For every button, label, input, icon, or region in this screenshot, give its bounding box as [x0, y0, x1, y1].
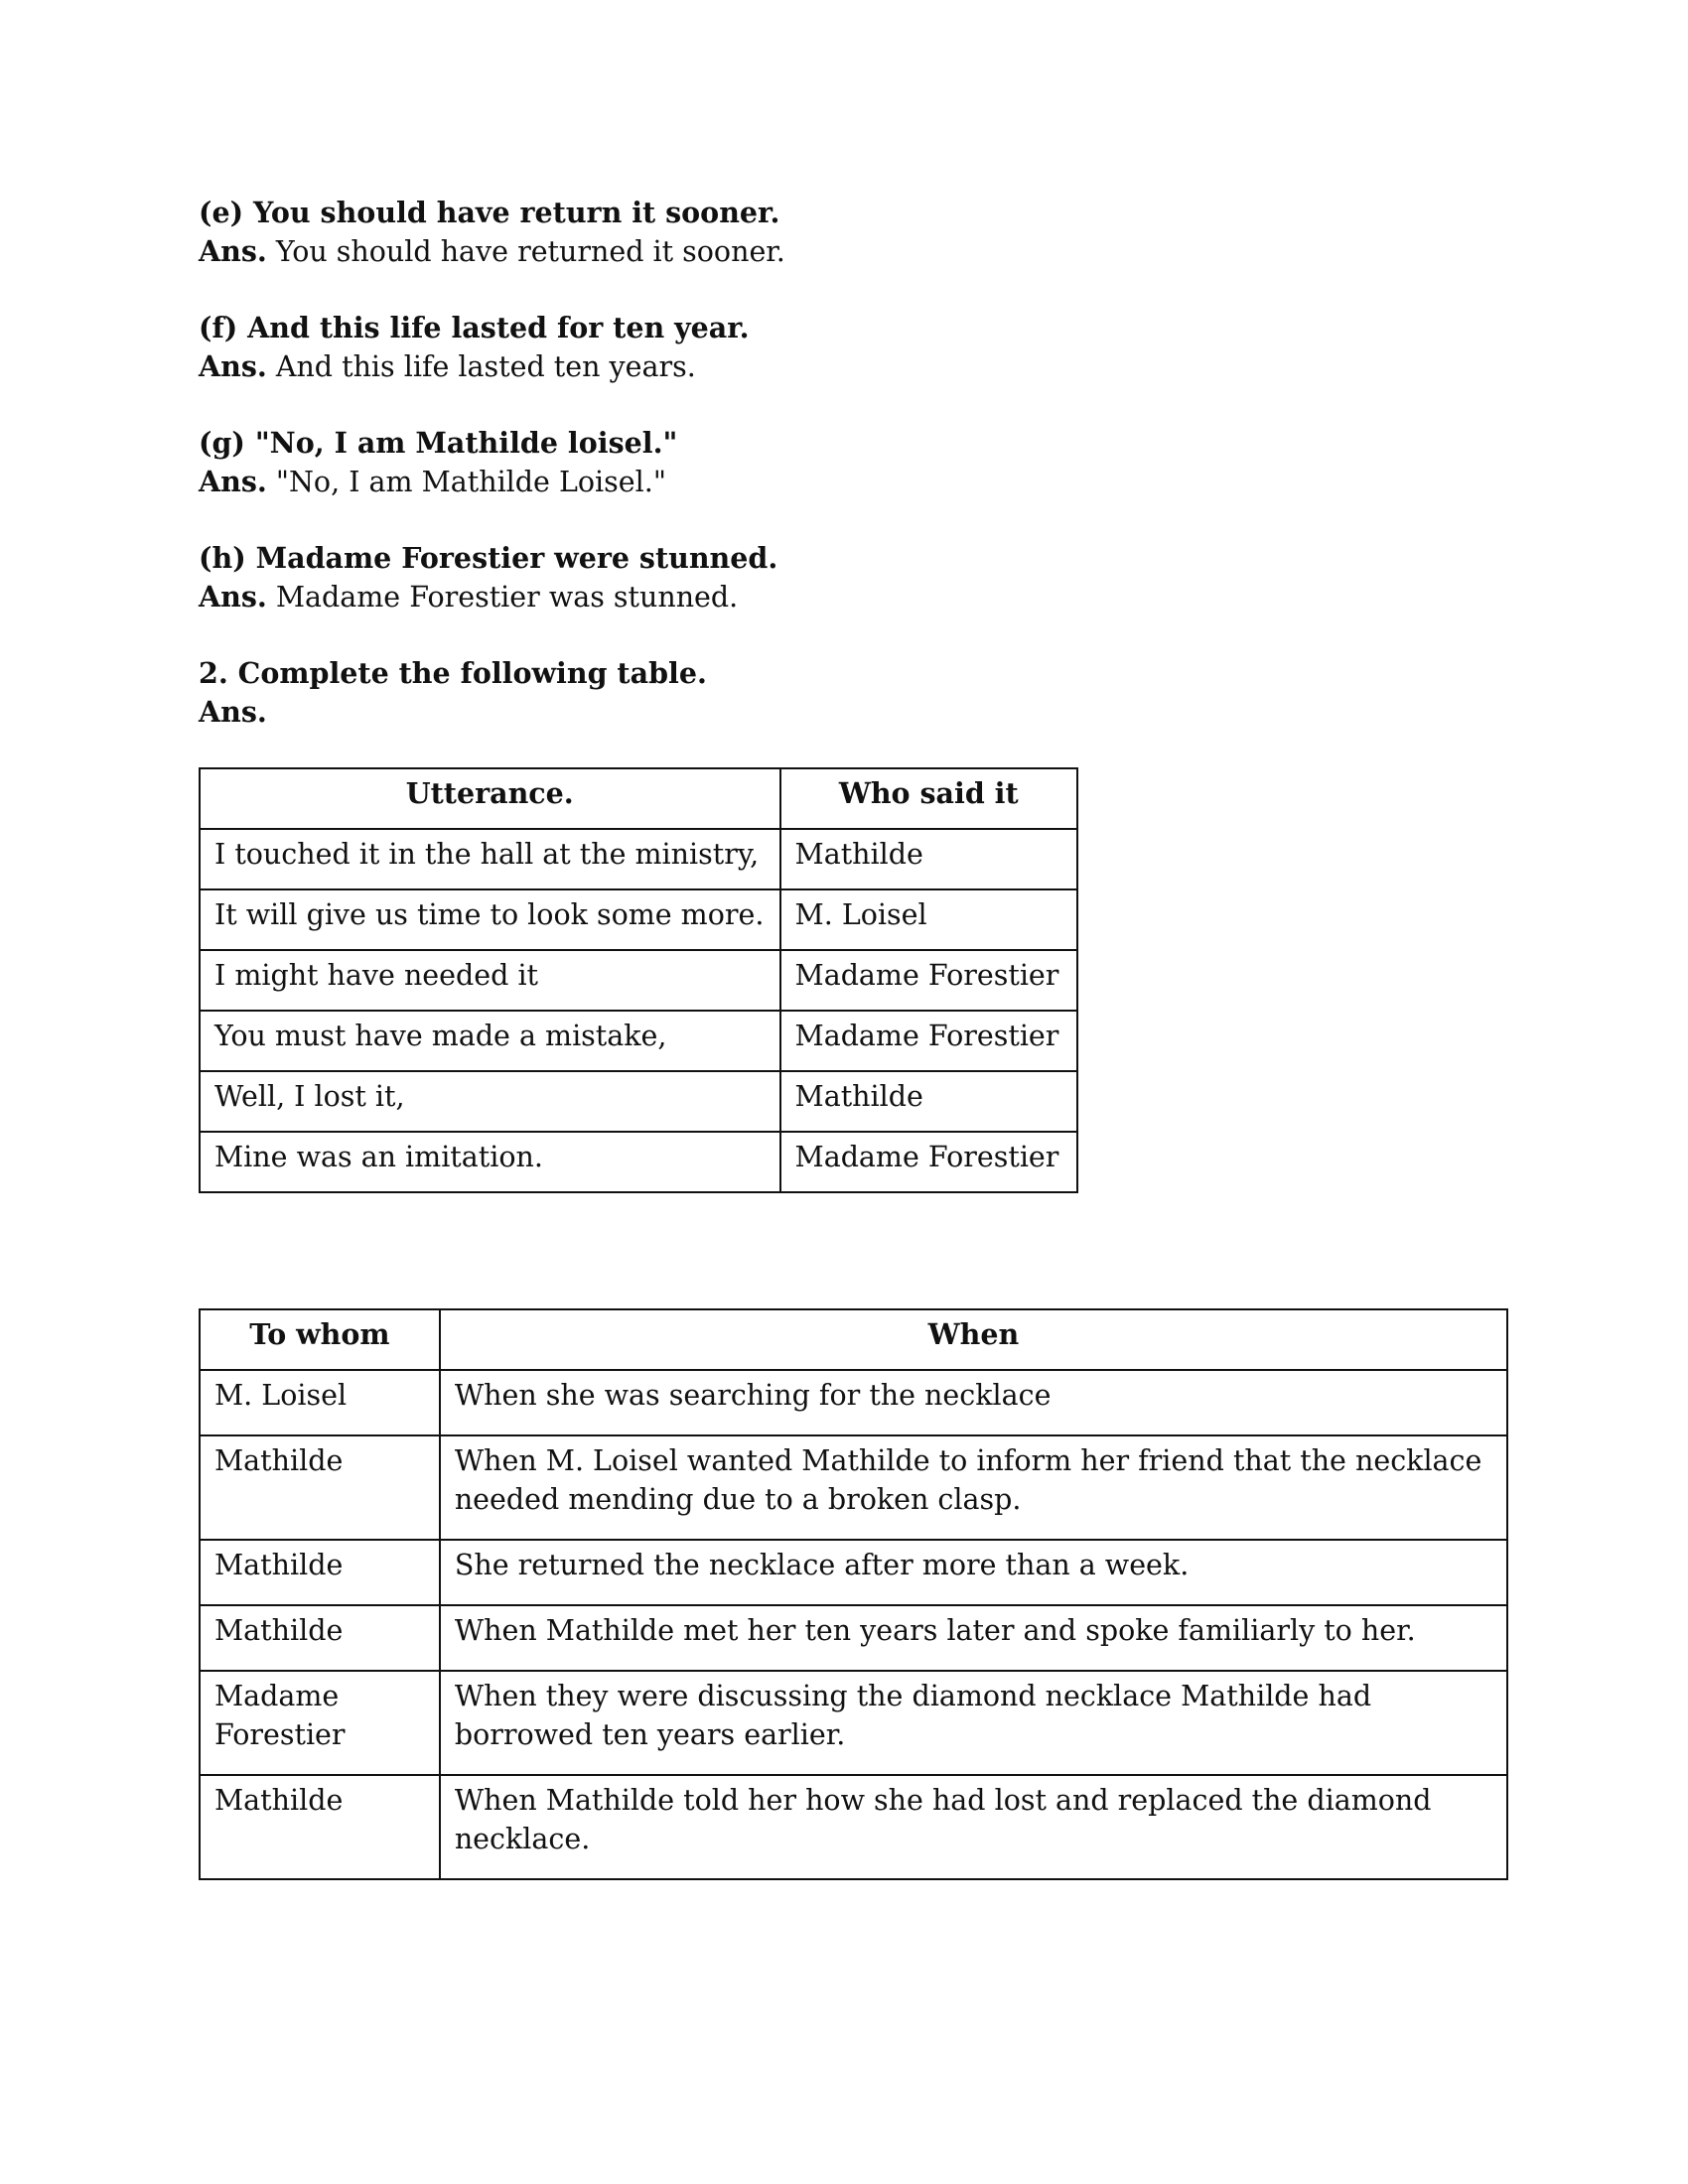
column-header-when: When — [440, 1309, 1507, 1370]
column-header-who-said-it: Who said it — [780, 768, 1077, 829]
when-cell: When she was searching for the necklace — [440, 1370, 1507, 1435]
answer-body: Madame Forestier was stunned. — [266, 581, 739, 614]
when-cell: When Mathilde met her ten years later and spoke familiarly to her. — [440, 1605, 1507, 1671]
utterance-cell: You must have made a mistake, — [200, 1011, 780, 1071]
to-whom-cell: Mathilde — [200, 1605, 440, 1671]
to-whom-cell: Madame Forestier — [200, 1671, 440, 1775]
table-row — [200, 1370, 1507, 1435]
table-row — [200, 829, 1077, 889]
table-row — [200, 1775, 1507, 1879]
table-row — [200, 1671, 1507, 1775]
to-whom-cell: Mathilde — [200, 1435, 440, 1540]
table-row — [200, 889, 1077, 950]
to-whom-cell: Mathilde — [200, 1775, 440, 1879]
to-whom-cell: M. Loisel — [200, 1370, 440, 1435]
question-text: (h) Madame Forestier were stunned. — [199, 541, 778, 575]
answer-label: Ans. — [199, 234, 267, 268]
when-cell: She returned the necklace after more than a week. — [440, 1540, 1507, 1605]
answer-label: Ans. — [199, 349, 267, 383]
question-text: (e) You should have return it sooner. — [199, 196, 780, 229]
table-header-row — [200, 768, 1077, 829]
question-e — [199, 194, 1509, 271]
to-whom-table — [199, 1308, 1508, 1880]
table-row — [200, 1132, 1077, 1192]
answer-body: "No, I am Mathilde Loisel." — [266, 466, 666, 498]
section-2-answer-label: Ans. — [199, 695, 267, 729]
utterance-cell: It will give us time to look some more. — [200, 889, 780, 950]
answer-text — [199, 463, 1509, 501]
column-header-to-whom: To whom — [200, 1309, 440, 1370]
utterance-cell: I touched it in the hall at the ministry, — [200, 829, 780, 889]
question-text: (g) "No, I am Mathilde loisel." — [199, 426, 678, 460]
document-page — [199, 194, 1509, 1880]
table-row — [200, 950, 1077, 1011]
table-row — [200, 1605, 1507, 1671]
table-row — [200, 1435, 1507, 1540]
speaker-cell: Madame Forestier — [780, 1132, 1077, 1192]
utterance-table — [199, 767, 1078, 1193]
speaker-cell: Madame Forestier — [780, 1011, 1077, 1071]
answer-label: Ans. — [199, 465, 267, 498]
section-2-title: 2. Complete the following table. — [199, 656, 707, 690]
speaker-cell: Mathilde — [780, 829, 1077, 889]
question-f — [199, 309, 1509, 386]
when-cell: When Mathilde told her how she had lost and replaced the diamond necklace. — [440, 1775, 1507, 1879]
answer-text — [199, 232, 1509, 271]
answer-label: Ans. — [199, 580, 267, 614]
when-cell: When M. Loisel wanted Mathilde to inform her friend that the necklace needed mending due to a broken clasp. — [440, 1435, 1507, 1540]
table-row — [200, 1011, 1077, 1071]
to-whom-cell: Mathilde — [200, 1540, 440, 1605]
speaker-cell: Madame Forestier — [780, 950, 1077, 1011]
question-g — [199, 424, 1509, 501]
speaker-cell: Mathilde — [780, 1071, 1077, 1132]
utterance-cell: Well, I lost it, — [200, 1071, 780, 1132]
answer-text — [199, 578, 1509, 616]
utterance-cell: Mine was an imitation. — [200, 1132, 780, 1192]
question-h — [199, 539, 1509, 616]
answer-text — [199, 347, 1509, 386]
answer-body: And this life lasted ten years. — [266, 350, 696, 383]
when-cell: When they were discussing the diamond necklace Mathilde had borrowed ten years earlier. — [440, 1671, 1507, 1775]
table-row — [200, 1071, 1077, 1132]
answer-body: You should have returned it sooner. — [266, 235, 785, 268]
table-header-row — [200, 1309, 1507, 1370]
speaker-cell: M. Loisel — [780, 889, 1077, 950]
utterance-cell: I might have needed it — [200, 950, 780, 1011]
table-row — [200, 1540, 1507, 1605]
column-header-utterance: Utterance. — [200, 768, 780, 829]
question-text: (f) And this life lasted for ten year. — [199, 311, 750, 344]
